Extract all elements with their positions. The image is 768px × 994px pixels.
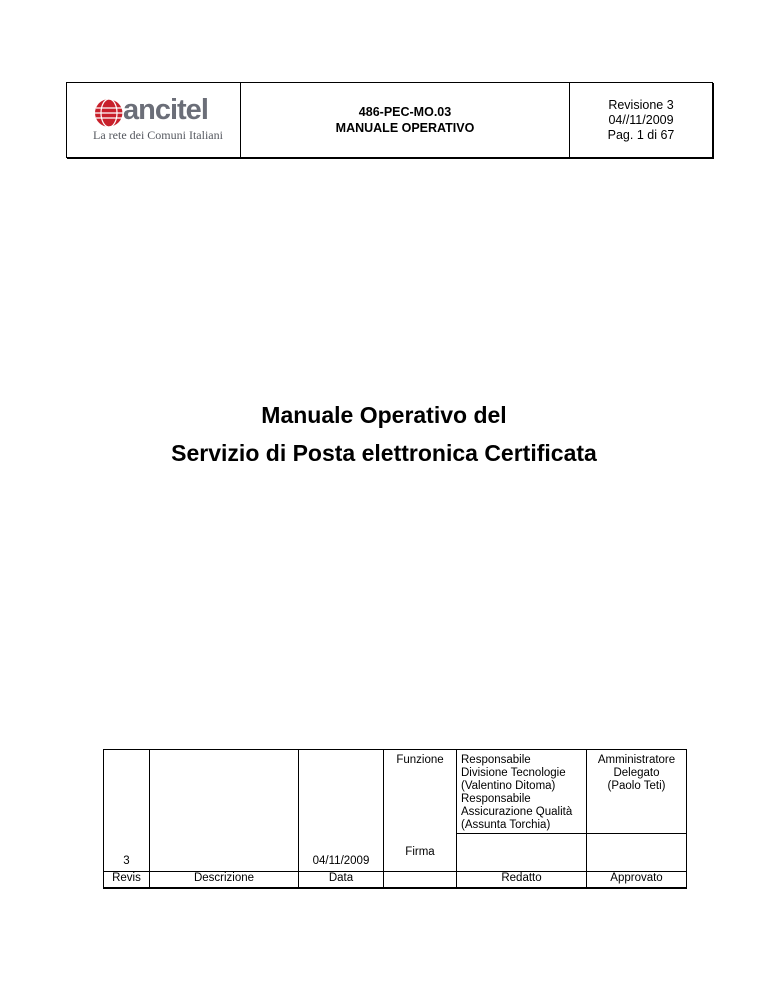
globe-logo-icon — [94, 98, 124, 128]
redatto-funzione — [457, 750, 587, 834]
revision-date: 04//11/2009 — [608, 112, 674, 127]
redatto-line: Assicurazione Qualità — [461, 806, 573, 818]
footer-redatto: Redatto — [457, 872, 587, 888]
document-header — [66, 82, 713, 158]
revision-table — [103, 749, 687, 889]
footer-data: Data — [299, 872, 384, 888]
redatto-line: (Valentino Ditoma) — [461, 780, 556, 792]
document-title-line2: Servizio di Posta elettronica Certificata — [171, 440, 597, 466]
redatto-line: (Assunta Torchia) — [461, 819, 551, 831]
logo-wordmark: ancitel — [123, 94, 208, 126]
revision-label: Revisione 3 — [608, 97, 674, 112]
revis-value: 3 — [104, 750, 150, 872]
redatto-line: Divisione Tecnologie — [461, 767, 566, 779]
descrizione-value — [150, 750, 299, 872]
approvato-funzione — [587, 750, 687, 834]
revision-cell — [570, 83, 712, 157]
redatto-line: Responsabile — [461, 793, 531, 805]
redatto-firma — [457, 834, 587, 872]
doc-code-cell — [241, 83, 570, 157]
ancitel-logo — [91, 94, 223, 144]
funzione-row — [104, 750, 687, 834]
doc-type: MANUALE OPERATIVO — [335, 121, 475, 135]
firma-label: Firma — [384, 834, 457, 872]
data-value: 04/11/2009 — [299, 750, 384, 872]
funzione-label: Funzione — [384, 750, 457, 834]
footer-row — [104, 872, 687, 888]
doc-code: 486-PEC-MO.03 — [358, 105, 452, 119]
logo-tagline: La rete dei Comuni Italiani — [93, 128, 223, 142]
redatto-line: Responsabile — [461, 754, 531, 766]
footer-approvato: Approvato — [587, 872, 687, 888]
document-title-line1: Manuale Operativo del — [261, 402, 507, 428]
footer-blank — [384, 872, 457, 888]
footer-descrizione: Descrizione — [150, 872, 299, 888]
logo-cell — [67, 83, 241, 157]
footer-revis: Revis — [104, 872, 150, 888]
approvato-line: Amministratore — [597, 754, 676, 766]
approvato-line: Delegato — [613, 767, 660, 779]
page-number: Pag. 1 di 67 — [607, 127, 675, 142]
approvato-line: (Paolo Teti) — [607, 780, 666, 792]
approvato-firma — [587, 834, 687, 872]
